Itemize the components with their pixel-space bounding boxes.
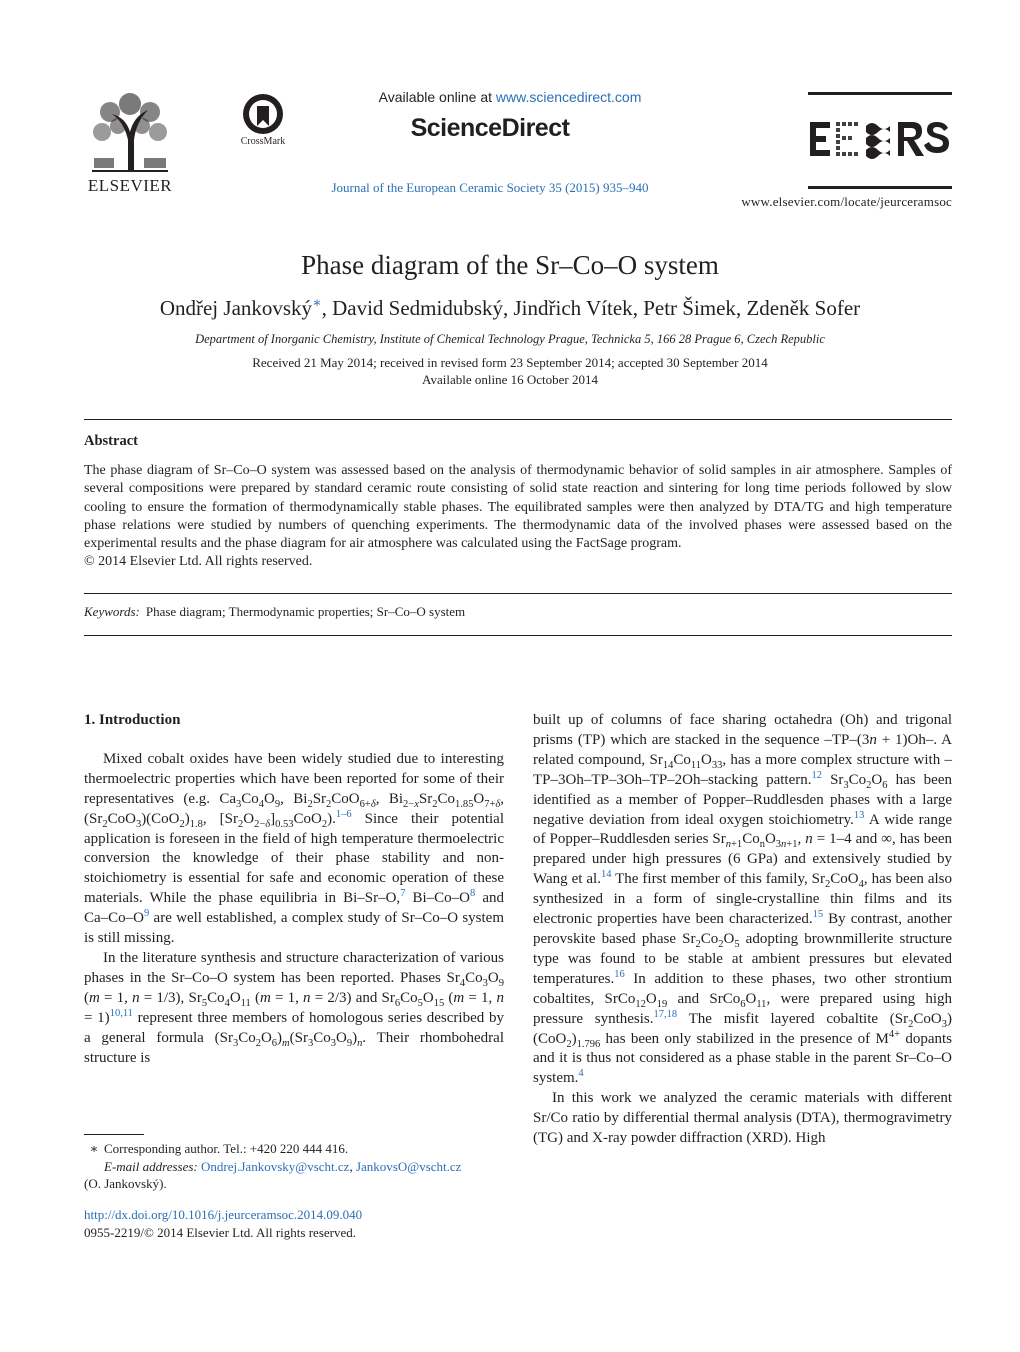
paragraph: In the literature synthesis and structure characterization of various phases in the Sr–Co–O system has been reported. Phases $Sr_4Co_3O_9$ (m = 1, n = 1/3), $Sr_5Co_4O_{11}$ (m = 1, n = 2/3) and $Sr_6Co_5O_{15}$ (m = 1, n = 1)$^{10,11}$ represent three members of homologous series described by a general formula $(Sr_3Co_2O_6)_m(Sr_3Co_3O_9)_n$. Their rhombohedral structure is	[84, 949, 504, 1066]
email-link[interactable]: Ondrej.Jankovsky@vscht.cz	[201, 1158, 350, 1174]
citation-link[interactable]: 13	[853, 809, 865, 821]
available-online-line	[300, 89, 720, 105]
section-heading: 1. Introduction	[84, 712, 181, 728]
keywords	[84, 604, 952, 620]
corresponding-text: Corresponding author. Tel.: +420 220 444 416.	[104, 1141, 349, 1156]
email-line: E-mail addresses: Ondrej.Jankovsky@vscht.cz, JankovsO@vscht.cz	[104, 1158, 462, 1174]
author-name[interactable]: Petr Šimek	[643, 296, 736, 320]
divider	[84, 635, 952, 636]
footnote-rule	[84, 1134, 144, 1135]
citation-link[interactable]: 8	[470, 888, 476, 900]
crossmark-label: CrossMark	[240, 136, 286, 147]
doi-block	[84, 1206, 504, 1241]
citation-link[interactable]: 1–6	[335, 808, 352, 820]
keywords-text: Phase diagram; Thermodynamic properties; Sr–Co–O system	[145, 604, 466, 619]
sciencedirect-brand: ScienceDirect	[410, 114, 570, 142]
journal-citation-link[interactable]: Journal of the European Ceramic Society 35 (2015) 935–940	[331, 180, 649, 195]
article-history	[0, 354, 1020, 388]
email-link[interactable]: JankovsO@vscht.cz	[355, 1158, 462, 1174]
paragraph: Mixed cobalt oxides have been widely studied due to interesting thermoelectric properties which have been reported for some of their representatives (e.g. $Ca_3Co_4O_9$, $Bi_2Sr_2CoO_{6+\delta}$, $Bi_{2-x}Sr_2Co_{1.85}O_{7+\delta}$, $(Sr_2CoO_3)(CoO_2)_{1.8}$, $[Sr_2O_{2-\delta}]_{0.53}CoO_2).^{1-6}$ Since their potential application is foreseen in the field of high temperature thermoelectric conversion the knowledge of their phase stability and non-stoichiometry is essential for safe and economic operation of these materials. While the phase equilibria in Bi–Sr–O,$^7$ Bi–Co–O$^8$ and Ca–Co–O$^9$ are well established, a complex study of Sr–Co–O system is still missing.	[84, 750, 504, 947]
corresponding-footnote	[84, 1140, 504, 1158]
divider	[84, 419, 952, 420]
elsevier-logo[interactable]	[84, 92, 176, 196]
body-column-left	[84, 711, 504, 1068]
crossmark-badge[interactable]	[232, 92, 294, 152]
author-ref: (O. Jankovský).	[84, 1176, 167, 1191]
author-name[interactable]: Jindřich Vítek	[513, 296, 633, 320]
citation-link[interactable]: 16	[614, 968, 625, 980]
paragraph: In this work we analyzed the ceramic materials with different Sr/Co ratio by differential thermal analysis (DTA), thermogravimetry (TG) and X-ray powder diffraction (XRD). High	[533, 1090, 952, 1147]
available-online-date: Available online 16 October 2014	[422, 372, 598, 387]
citation-link[interactable]: 12	[811, 769, 822, 781]
citation-link[interactable]: 7	[400, 888, 406, 900]
author-name[interactable]: David Sedmidubský	[332, 296, 503, 320]
citation-link[interactable]: 4	[578, 1068, 584, 1080]
abstract-text: The phase diagram of Sr–Co–O system was assessed based on the analysis of thermodynamic behavior of solid samples in air atmosphere. Samples of several compositions were prepared by standard ceramic route consisting of solid state reaction and sintering for long time periods followed by slow cooling to ensure the formation of thermodynamically stable phases. The equilibrated samples were then analyzed by DTA/TG and high temperature phase relations were studied by numbers of quenching experiments. The thermodynamic data of the involved phases were assessed based on the experimental results and the phase diagram for air atmosphere was calculated using the FactSage program.	[84, 463, 952, 552]
abstract-copyright: © 2014 Elsevier Ltd. All rights reserved.	[84, 554, 313, 570]
citation-link[interactable]: 17,18	[653, 1008, 678, 1020]
body-column-right	[533, 711, 952, 1149]
citation-link[interactable]: 15	[812, 909, 824, 921]
author-list: Ondřej Jankovský∗, David Sedmidubský, Jindřich Vítek, Petr Šimek, Zdeněk Sofer	[159, 296, 861, 320]
received-dates: Received 21 May 2014; received in revised form 23 September 2014; accepted 30 September 2014	[252, 355, 768, 370]
affiliation: Department of Inorganic Chemistry, Institute of Chemical Technology Prague, Technicka 5, 166 28 Prague 6, Czech Republic	[195, 332, 825, 346]
author-name[interactable]: Zdeněk Sofer	[746, 296, 861, 320]
author-name[interactable]: Ondřej Jankovský	[159, 296, 313, 320]
corresponding-author-mark[interactable]: ∗	[312, 296, 322, 311]
divider	[84, 593, 952, 594]
sciencedirect-link[interactable]: www.sciencedirect.com	[495, 89, 642, 105]
email-label: E-mail addresses:	[104, 1158, 198, 1174]
doi-link[interactable]: http://dx.doi.org/10.1016/j.jeurceramsoc.2014.09.040	[84, 1207, 363, 1222]
article-title: Phase diagram of the Sr–Co–O system	[301, 250, 719, 280]
abstract-body	[84, 462, 952, 572]
citation-link[interactable]: 9	[144, 908, 150, 920]
elsevier-wordmark: ELSEVIER	[87, 176, 173, 195]
journal-homepage-link[interactable]: www.elsevier.com/locate/jeurceramsoc	[741, 194, 952, 209]
journal-society-logo[interactable]	[808, 92, 952, 194]
issn-copyright: 0955-2219/© 2014 Elsevier Ltd. All rights reserved.	[84, 1224, 356, 1240]
keywords-label: Keywords:	[84, 604, 140, 619]
available-prefix: Available online at	[378, 89, 496, 105]
citation-link[interactable]: 10,11	[109, 1007, 133, 1019]
footnote	[84, 1140, 504, 1193]
footnote-mark: ∗	[89, 1141, 99, 1156]
paragraph: built up of columns of face sharing octahedra (Oh) and trigonal prisms (TP) which are stacked in the sequence –TP–(3n + 1)Oh–. A related compound, $Sr_{14}Co_{11}O_{33}$, has a more complex structure with –TP–3Oh–TP–3Oh–TP–2Oh–stacking pattern.$^{12}$ $Sr_3Co_2O_6$ has been identified as a member of Popper–Ruddlesden phases with a large negative deviation from ideal oxygen stoichiometry.$^{13}$ A wide range of Popper–Ruddlesden series $Sr_{n+1}Co_nO_{3n+1}$, n = 1–4 and ∞, has been prepared under high pressures (6 GPa) and extensively studied by Wang et al.$^{14}$ The first member of this family, $Sr_2CoO_4$, has been also synthesized in a form of single-crystalline thin films and its electronic properties have been characterized.$^{15}$ By contrast, another perovskite based phase $Sr_2Co_2O_5$ adopting brownmillerite structure type was found to be stable at ambient pressures but elevated temperatures.$^{16}$ In addition to these phases, two other strontium cobaltites, $SrCo_{12}O_{19}$ and $SrCo_6O_{11}$, were prepared using high pressure synthesis.$^{17,18}$ The misfit layered cobaltite $(Sr_2CoO_3)(CoO_2)_{1.796}$ has been only stabilized in the presence of $M^{4+}$ dopants and it is thus not considered as a phase stable in the parent Sr–Co–O system.$^4$	[533, 712, 953, 1087]
abstract-heading: Abstract	[84, 433, 138, 449]
citation-link[interactable]: 14	[600, 869, 612, 881]
